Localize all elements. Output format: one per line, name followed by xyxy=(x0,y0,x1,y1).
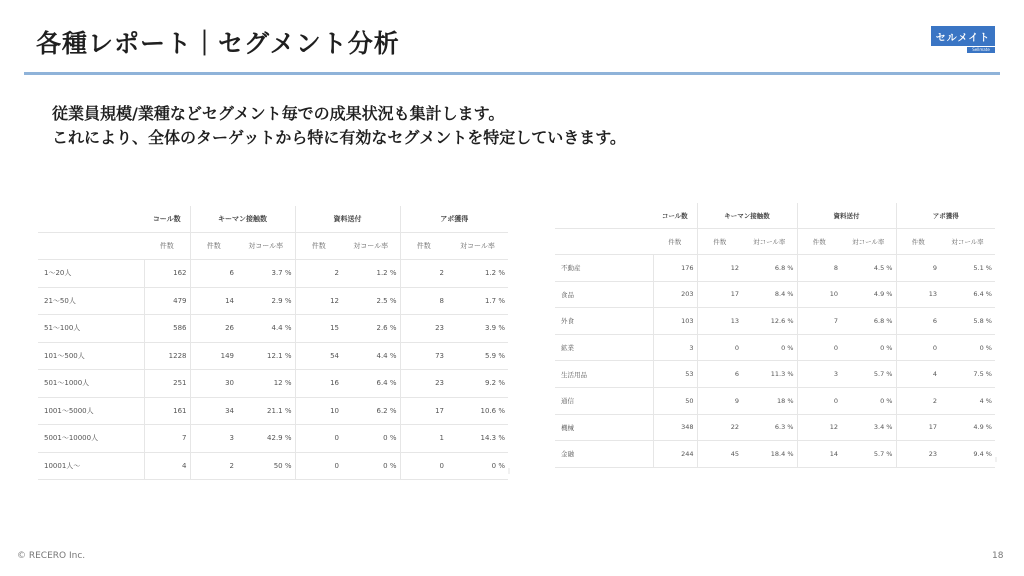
lead-text xyxy=(52,102,626,150)
subheader: 件数 xyxy=(797,229,841,255)
table-row xyxy=(38,452,508,480)
table-cell: 9.4 % xyxy=(940,441,995,468)
table-cell: 4.9 % xyxy=(940,414,995,441)
table-cell: 21.1 % xyxy=(237,397,295,425)
table-cell: 0 % xyxy=(342,425,400,453)
table-cell: 2 xyxy=(295,260,342,288)
table-cell: 3 xyxy=(797,361,841,388)
brand-logo xyxy=(931,26,995,54)
table-cell: 8.4 % xyxy=(742,281,797,308)
table-row xyxy=(38,370,508,398)
table-body xyxy=(555,255,995,468)
table-row xyxy=(38,425,508,453)
header-group-documents: 資料送付 xyxy=(295,206,400,233)
table-cell: 5.1 % xyxy=(940,255,995,282)
table-cell: 3.9 % xyxy=(447,315,508,343)
subheader: 対コール率 xyxy=(940,229,995,255)
table-subheader-row xyxy=(555,229,995,255)
table-row xyxy=(555,441,995,468)
subheader: 件数 xyxy=(400,233,447,260)
table-cell: 0 xyxy=(896,334,940,361)
table-cell: 6.8 % xyxy=(841,308,896,335)
page-number: 18 xyxy=(992,551,1004,561)
table-cell: 18.4 % xyxy=(742,441,797,468)
table-cell: 251 xyxy=(144,370,190,398)
table-cell: 17 xyxy=(896,414,940,441)
subheader: 件数 xyxy=(697,229,742,255)
row-label: 1～20人 xyxy=(38,260,144,288)
table-cell: 149 xyxy=(190,342,237,370)
subheader: 対コール率 xyxy=(742,229,797,255)
table-cell: 3 xyxy=(190,425,237,453)
segment-table-industry xyxy=(555,203,995,468)
table-cell: 9 xyxy=(896,255,940,282)
row-label: 鉱業 xyxy=(555,334,653,361)
table-row xyxy=(38,287,508,315)
table-cell: 6.8 % xyxy=(742,255,797,282)
table-cell: 2.5 % xyxy=(342,287,400,315)
table-cell: 0 xyxy=(797,334,841,361)
table-cell: 10.6 % xyxy=(447,397,508,425)
row-label: 101～500人 xyxy=(38,342,144,370)
table-cell: 12.6 % xyxy=(742,308,797,335)
subheader: 件数 xyxy=(190,233,237,260)
table-cell: 1.7 % xyxy=(447,287,508,315)
table-row xyxy=(38,315,508,343)
table-cell: 17 xyxy=(400,397,447,425)
table-cell: 50 xyxy=(653,387,697,414)
table-cell: 0 % xyxy=(841,334,896,361)
table-cell: 2.9 % xyxy=(237,287,295,315)
table-cell: 0 % xyxy=(742,334,797,361)
row-label: 21～50人 xyxy=(38,287,144,315)
table-cell: 12 % xyxy=(237,370,295,398)
table-cell: 479 xyxy=(144,287,190,315)
table-cell: 13 xyxy=(896,281,940,308)
table-cell: 10 xyxy=(295,397,342,425)
table-cell: 14.3 % xyxy=(447,425,508,453)
table-cell: 22 xyxy=(697,414,742,441)
table-cell: 12 xyxy=(295,287,342,315)
table-cell: 42.9 % xyxy=(237,425,295,453)
header-group-calls: コール数 xyxy=(144,206,190,233)
table-row xyxy=(555,387,995,414)
subheader: 対コール率 xyxy=(237,233,295,260)
table-cell: 0 xyxy=(295,452,342,480)
table-cell: 50 % xyxy=(237,452,295,480)
table-cell: 17 xyxy=(697,281,742,308)
table-cell: 4.9 % xyxy=(841,281,896,308)
table-row xyxy=(38,342,508,370)
table-cell: 0 xyxy=(797,387,841,414)
subheader: 件数 xyxy=(653,229,697,255)
table-row xyxy=(555,334,995,361)
row-label: 金融 xyxy=(555,441,653,468)
table-cell: 14 xyxy=(190,287,237,315)
row-label: 1001～5000人 xyxy=(38,397,144,425)
table-cell: 4.5 % xyxy=(841,255,896,282)
copyright: © RECERO Inc. xyxy=(17,551,86,561)
corner-cell xyxy=(555,229,653,255)
table-cell: 6 xyxy=(896,308,940,335)
table-cell: 0 xyxy=(400,452,447,480)
table-header-row xyxy=(555,203,995,229)
table-cell: 0 % xyxy=(342,452,400,480)
segment-table-employee-size xyxy=(38,206,508,480)
subheader: 対コール率 xyxy=(447,233,508,260)
lead-line-2: これにより、全体のターゲットから特に有効なセグメントを特定していきます。 xyxy=(52,128,626,147)
header-group-keyman: キーマン接触数 xyxy=(190,206,295,233)
table-cell: 4.4 % xyxy=(342,342,400,370)
header-group-appointments: アポ獲得 xyxy=(400,206,508,233)
table-cell: 9 xyxy=(697,387,742,414)
table-cell: 4 % xyxy=(940,387,995,414)
table-cell: 12.1 % xyxy=(237,342,295,370)
table-cell: 23 xyxy=(896,441,940,468)
header-group-documents: 資料送付 xyxy=(797,203,896,229)
subheader: 件数 xyxy=(144,233,190,260)
table-row xyxy=(38,260,508,288)
table-cell: 54 xyxy=(295,342,342,370)
row-label: 外食 xyxy=(555,308,653,335)
table-cell: 2 xyxy=(190,452,237,480)
table-cell: 11.3 % xyxy=(742,361,797,388)
table-cell: 6.4 % xyxy=(940,281,995,308)
subheader: 件数 xyxy=(896,229,940,255)
corner-cell xyxy=(555,203,653,229)
brand-logo-sub: Sellmate xyxy=(967,47,995,53)
table-row xyxy=(555,281,995,308)
header-group-calls: コール数 xyxy=(653,203,697,229)
table-cell: 6 xyxy=(697,361,742,388)
table-cell: 7 xyxy=(144,425,190,453)
table-cell: 244 xyxy=(653,441,697,468)
table-cell: 30 xyxy=(190,370,237,398)
title-divider xyxy=(24,72,1000,75)
table-cell: 0 % xyxy=(940,334,995,361)
table-cell: 12 xyxy=(797,414,841,441)
table-cell: 7.5 % xyxy=(940,361,995,388)
table-cell: 4.4 % xyxy=(237,315,295,343)
table-cell: 0 xyxy=(697,334,742,361)
table-cell: 16 xyxy=(295,370,342,398)
table-cell: 0 % xyxy=(447,452,508,480)
brand-logo-text: セルメイト xyxy=(931,26,995,46)
table-cell: 103 xyxy=(653,308,697,335)
table-cell: 4 xyxy=(144,452,190,480)
row-label: 51～100人 xyxy=(38,315,144,343)
table-cell: 10 xyxy=(797,281,841,308)
table-cell: 8 xyxy=(797,255,841,282)
row-label: 食品 xyxy=(555,281,653,308)
table-cell: 45 xyxy=(697,441,742,468)
table-cell: 18 % xyxy=(742,387,797,414)
row-label: 5001～10000人 xyxy=(38,425,144,453)
table-cell: 3.4 % xyxy=(841,414,896,441)
table-cell: 162 xyxy=(144,260,190,288)
subheader: 件数 xyxy=(295,233,342,260)
table-cell: 2 xyxy=(400,260,447,288)
table-cell: 6.3 % xyxy=(742,414,797,441)
table-row xyxy=(38,397,508,425)
table-cell: 6.4 % xyxy=(342,370,400,398)
table-row xyxy=(555,414,995,441)
table-cell: 13 xyxy=(697,308,742,335)
table-header-row xyxy=(38,206,508,233)
table-cell: 5.9 % xyxy=(447,342,508,370)
header-group-keyman: キーマン接触数 xyxy=(697,203,797,229)
corner-cell xyxy=(38,206,144,233)
table-cell: 203 xyxy=(653,281,697,308)
table-cell: 0 xyxy=(295,425,342,453)
table-cell: 161 xyxy=(144,397,190,425)
table-cell: 12 xyxy=(697,255,742,282)
table-cell: 2 xyxy=(896,387,940,414)
table-cell: 3.7 % xyxy=(237,260,295,288)
table-body xyxy=(38,260,508,480)
row-label: 10001人～ xyxy=(38,452,144,480)
table-cell: 14 xyxy=(797,441,841,468)
row-label: 機械 xyxy=(555,414,653,441)
table-cell: 73 xyxy=(400,342,447,370)
table-cell: 53 xyxy=(653,361,697,388)
lead-line-1: 従業員規模/業種などセグメント毎での成果状況も集計します。 xyxy=(52,104,505,123)
table-cell: 1.2 % xyxy=(342,260,400,288)
subheader: 対コール率 xyxy=(841,229,896,255)
table-cell: 5.7 % xyxy=(841,441,896,468)
table-cell: 3 xyxy=(653,334,697,361)
header-group-appointments: アポ獲得 xyxy=(896,203,995,229)
table-cell: 23 xyxy=(400,370,447,398)
corner-cell xyxy=(38,233,144,260)
table-cell: 1.2 % xyxy=(447,260,508,288)
table-cell: 176 xyxy=(653,255,697,282)
table-cell: 23 xyxy=(400,315,447,343)
table-cell: 9.2 % xyxy=(447,370,508,398)
row-label: 生活用品 xyxy=(555,361,653,388)
table-cell: 1228 xyxy=(144,342,190,370)
table-cell: 6.2 % xyxy=(342,397,400,425)
table-row xyxy=(555,255,995,282)
subheader: 対コール率 xyxy=(342,233,400,260)
table-cell: 26 xyxy=(190,315,237,343)
table-cell: 15 xyxy=(295,315,342,343)
table-cell: 5.7 % xyxy=(841,361,896,388)
page-title: 各種レポート｜セグメント分析 xyxy=(36,29,400,58)
table-cell: 7 xyxy=(797,308,841,335)
table-cell: 6 xyxy=(190,260,237,288)
table-cell: 4 xyxy=(896,361,940,388)
table-cell: 0 % xyxy=(841,387,896,414)
row-label: 501～1000人 xyxy=(38,370,144,398)
table-cell: 5.8 % xyxy=(940,308,995,335)
table-cell: 1 xyxy=(400,425,447,453)
table-subheader-row xyxy=(38,233,508,260)
table-cell: 34 xyxy=(190,397,237,425)
table-row xyxy=(555,308,995,335)
table-cell: 8 xyxy=(400,287,447,315)
table-cell: 586 xyxy=(144,315,190,343)
row-label: 通信 xyxy=(555,387,653,414)
table-cell: 2.6 % xyxy=(342,315,400,343)
table-cell: 348 xyxy=(653,414,697,441)
row-label: 不動産 xyxy=(555,255,653,282)
table-row xyxy=(555,361,995,388)
